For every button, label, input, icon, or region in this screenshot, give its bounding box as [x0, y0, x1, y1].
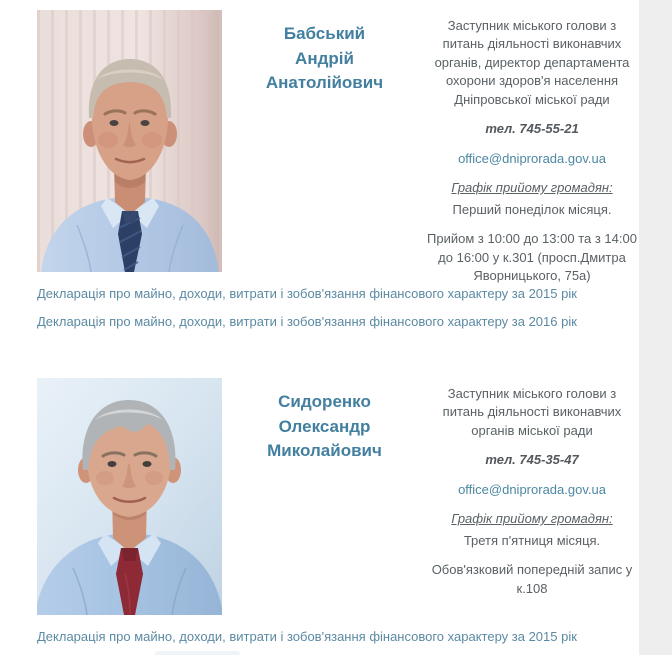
portrait-man-navy-tie-icon: [37, 10, 222, 272]
declaration-link[interactable]: Декларація про майно, доходи, витрати і зобов'язання фінансового характеру за 2015 рік: [37, 629, 577, 644]
official-phone: тел. 745-35-47: [485, 452, 579, 468]
official-info: [427, 378, 637, 615]
schedule-line: Перший понеділок місяця.: [452, 201, 612, 217]
official-phone: тел. 745-55-21: [485, 121, 579, 137]
schedule-title: Графік прийому громадян:: [451, 511, 613, 527]
official-photo: [37, 10, 222, 296]
declaration-link[interactable]: Декларація про майно, доходи, витрати і зобов'язання фінансового характеру за 2016 рік: [37, 314, 577, 329]
official-info: [427, 10, 637, 296]
schedule-title: Графік прийому громадян:: [451, 180, 613, 196]
page-right-margin: [639, 0, 672, 655]
official-name-line: Андрій: [295, 48, 354, 68]
official-name-line: Анатолійович: [265, 73, 384, 93]
official-name: [222, 378, 427, 615]
official-name-line: Сидоренко: [278, 392, 371, 411]
official-card: [37, 10, 637, 296]
schedule-line: Третя п'ятниця місяця.: [463, 532, 601, 548]
email-link[interactable]: office@dniprorada.gov.ua: [458, 481, 606, 497]
official-name-line: Бабський: [283, 24, 366, 43]
official-position: Заступник міського голови з питань діяльності виконавчих органів, директор департамента охорони здоров'я населення Дніпровської міської ради: [434, 18, 630, 107]
email-link[interactable]: office@dniprorada.gov.ua: [458, 150, 606, 166]
schedule-line: Прийом з 10:00 до 13:00 та з 14:00 до 16:00 у к.301 (просп.Дмитра Яворницького, 75а): [427, 231, 637, 283]
official-name-line: Олександр: [278, 416, 371, 436]
official-name-line: Миколайович: [267, 441, 382, 461]
schedule-line: Обов'язковий попередній запис у к.108: [431, 562, 633, 596]
official-photo: [37, 378, 222, 615]
official-name: [222, 10, 427, 296]
portrait-man-maroon-tie-icon: [37, 378, 222, 615]
next-section-partial-element: [155, 651, 240, 655]
official-card: [37, 378, 637, 615]
official-position: Заступник міського голови з питань діяльності виконавчих органів міської ради: [442, 386, 622, 438]
declaration-link[interactable]: Декларація про майно, доходи, витрати і зобов'язання фінансового характеру за 2015 рік: [37, 286, 577, 301]
